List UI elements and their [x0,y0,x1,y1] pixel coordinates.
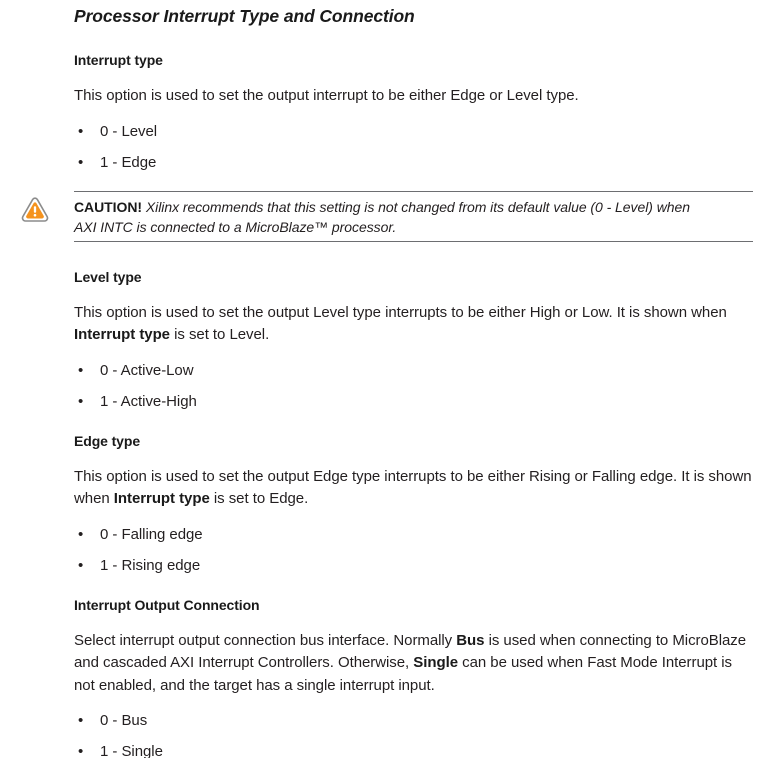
paragraph-level-type [74,302,753,347]
caution-body [74,192,753,241]
caution-label: CAUTION! [74,198,143,215]
bullet-marker: • [78,361,84,379]
paragraph-edge-type-bold: Interrupt type [113,490,210,507]
list-item [74,153,753,173]
list-item-label: 1 - Active-High [100,392,197,410]
paragraph-ioc-part1: Select interrupt output connection bus interface. Normally [74,631,457,649]
bullet-list-edge-type [74,525,753,576]
section-heading-interrupt-output-connection: Interrupt Output Connection [74,596,260,613]
list-item-label: 1 - Edge [100,153,157,171]
paragraph-ioc-bold-single: Single [413,654,459,671]
caution-text-line-2-wrap [74,217,753,237]
list-item [74,711,753,731]
bullet-marker: • [78,743,84,758]
caution-triangle-icon [19,194,51,226]
section-heading-edge-type: Edge type [74,432,141,449]
list-item-label: 0 - Active-Low [100,361,194,379]
paragraph-level-type-bold: Interrupt type [74,326,170,343]
list-item-label: 1 - Rising edge [100,556,201,574]
caution-block [74,191,753,242]
list-item-label: 0 - Falling edge [100,525,203,543]
paragraph-edge-type-part1: This option is used to set the output Edge type interrupts to be either Rising or Falling edge. It is shown when [74,467,752,507]
paragraph-ioc-part3: can be used when Fast Mode Interrupt is not enabled, and the target has a single interrupt input. [74,654,732,694]
bullet-list-level-type [74,361,753,412]
paragraph-edge-type-part2: is set to Edge. [209,490,309,507]
paragraph-ioc-bold-bus: Bus [456,631,485,649]
paragraph-level-type-part2: is set to Level. [169,326,270,343]
caution-text [74,197,753,217]
list-item [74,361,753,381]
list-item-label: 1 - Single [100,743,163,758]
bullet-marker: • [78,525,84,543]
list-item [74,525,753,545]
paragraph-ioc-part2: is used when connecting to MicroBlaze and cascaded AXI Interrupt Controllers. Otherwise, [74,631,747,671]
list-item [74,392,753,412]
list-item-label: 0 - Bus [100,712,148,729]
paragraph-level-type-part1: This option is used to set the output Level type interrupts to be either High or Low. It is shown when [74,303,727,321]
list-item-label: 0 - Level [100,122,158,140]
bullet-marker: • [78,122,84,140]
document-content [74,0,753,758]
bullet-list-interrupt-type [74,122,753,173]
section-heading-level-type: Level type [74,268,142,285]
paragraph-interrupt-output-connection [74,630,753,698]
paragraph-edge-type [74,466,753,511]
bullet-marker: • [78,392,84,410]
list-item [74,556,753,576]
bullet-marker: • [78,712,84,729]
caution-text-line-1: Xilinx recommends that this setting is not changed from its default value (0 - Level) when [142,198,690,215]
section-heading-interrupt-type: Interrupt type [74,52,163,68]
bullet-marker: • [78,153,84,171]
list-item [74,122,753,142]
list-item [74,742,753,758]
caution-text-line-2: AXI INTC is connected to a MicroBlaze™ processor. [74,218,397,235]
bullet-marker: • [78,556,84,574]
page-title: Processor Interrupt Type and Connection [74,6,415,26]
caution-rule-bottom [74,241,753,242]
bullet-list-interrupt-output-connection [74,711,753,758]
paragraph-interrupt-type: This option is used to set the output interrupt to be either Edge or Level type. [74,87,579,104]
